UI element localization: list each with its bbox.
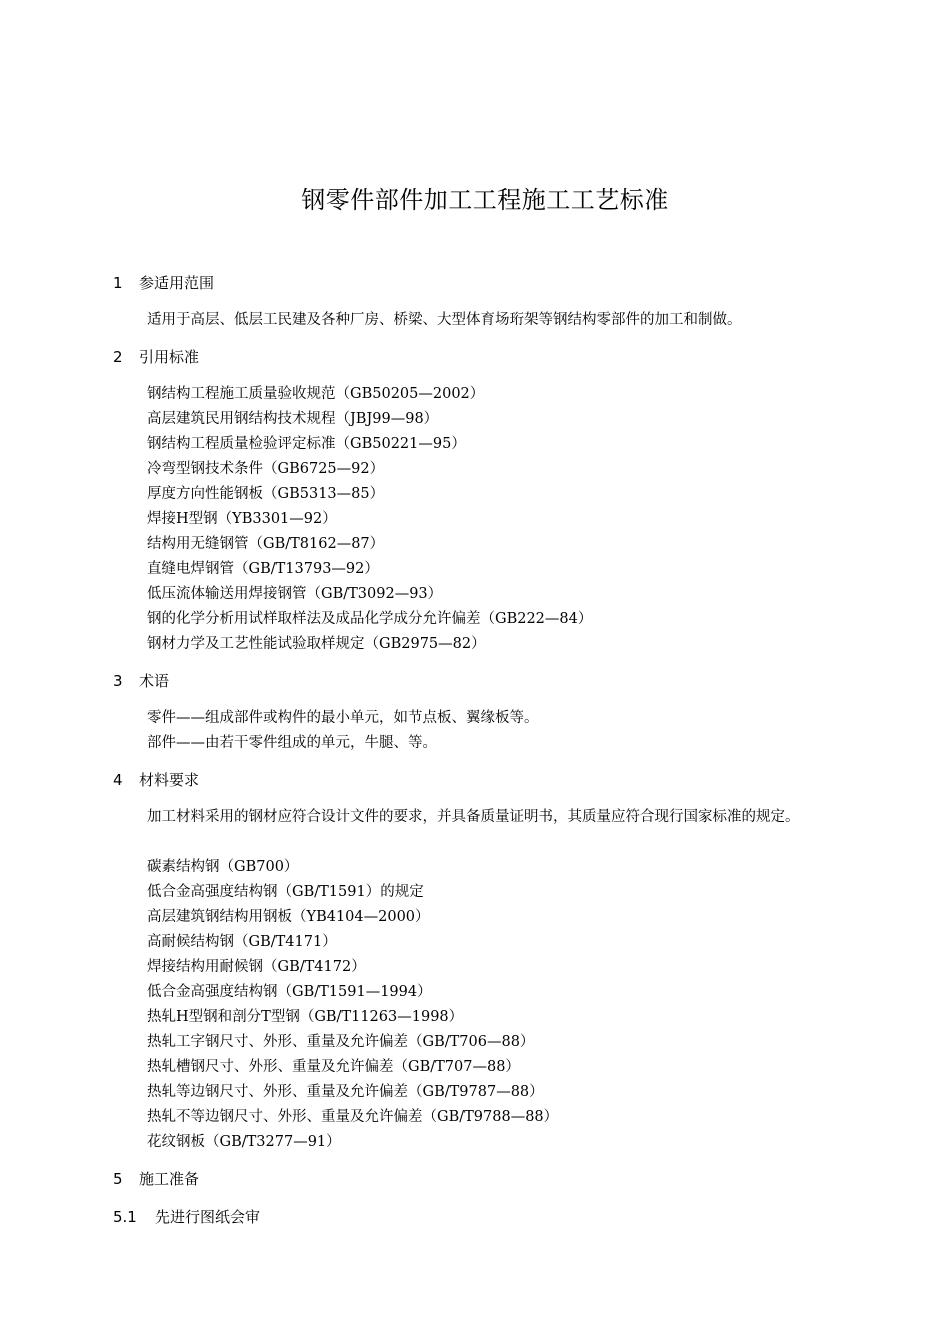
section-heading-5-1 [113, 1207, 260, 1227]
section-title: 先进行图纸会审 [155, 1208, 261, 1226]
section-heading-3 [113, 671, 169, 691]
list-item: 高层建筑钢结构用钢板（YB4104—2000） [147, 909, 430, 925]
section-number: 5 [113, 1170, 123, 1188]
list-item: 高耐候结构钢（GB/T4171） [147, 934, 337, 950]
list-item: 低压流体输送用焊接钢管（GB/T3092—93） [147, 586, 443, 602]
list-item: 直缝电焊钢管（GB/T13793—92） [147, 561, 379, 577]
list-item: 钢材力学及工艺性能试验取样规定（GB2975—82） [147, 636, 486, 652]
section-number: 5.1 [113, 1208, 137, 1226]
text-line: 适用于高层、低层工民建及各种厂房、桥梁、大型体育场珩架等钢结构零部件的加工和制做。 [147, 312, 742, 328]
list-item: 部件——由若干零件组成的单元，牛腿、等。 [147, 735, 437, 751]
list-item: 结构用无缝钢管（GB/T8162—87） [147, 536, 385, 552]
section-number: 3 [113, 672, 123, 690]
list-item: 钢结构工程施工质量验收规范（GB50205—2002） [147, 386, 485, 402]
list-item: 冷弯型钢技术条件（GB6725—92） [147, 461, 385, 477]
list-item: 热轧槽钢尺寸、外形、重量及允许偏差（GB/T707—88） [147, 1059, 520, 1075]
section-heading-2 [113, 347, 199, 367]
section-number: 2 [113, 348, 123, 366]
section-title: 材料要求 [139, 771, 200, 789]
list-item: 焊接H型钢（YB3301—92） [147, 511, 337, 527]
list-item: 厚度方向性能钢板（GB5313—85） [147, 486, 385, 502]
list-item: 零件——组成部件或构件的最小单元，如节点板、翼缘板等。 [147, 710, 539, 726]
section-heading-1 [113, 273, 214, 293]
section-number: 1 [113, 274, 123, 292]
section-title: 引用标准 [139, 348, 200, 366]
list-item: 低合金高强度结构钢（GB/T1591—1994） [147, 984, 432, 1000]
list-item: 焊接结构用耐候钢（GB/T4172） [147, 959, 366, 975]
materials-paragraph: 加工材料采用的钢材应符合设计文件的要求，并具备质量证明书，其质量应符合现行国家标准的规定。 [147, 809, 800, 825]
list-item: 热轧不等边钢尺寸、外形、重量及允许偏差（GB/T9788—88） [147, 1109, 559, 1125]
materials-list [147, 855, 558, 1155]
terms-list [147, 706, 539, 756]
list-item: 高层建筑民用钢结构技术规程（JBJ99—98） [147, 411, 439, 427]
section-title: 术语 [139, 672, 170, 690]
document-title: 钢零件部件加工工程施工工艺标准 [301, 186, 669, 214]
section-1-body [147, 308, 742, 333]
list-item: 花纹钢板（GB/T3277—91） [147, 1134, 341, 1150]
section-heading-5 [113, 1169, 199, 1189]
standards-list [147, 382, 592, 657]
list-item: 热轧H型钢和剖分T型钢（GB/T11263—1998） [147, 1009, 464, 1025]
list-item: 碳素结构钢（GB700） [147, 859, 299, 875]
section-title: 施工准备 [139, 1170, 200, 1188]
list-item: 热轧工字钢尺寸、外形、重量及允许偏差（GB/T706—88） [147, 1034, 535, 1050]
list-item: 低合金高强度结构钢（GB/T1591）的规定 [147, 884, 424, 900]
section-title: 参适用范围 [139, 274, 215, 292]
list-item: 热轧等边钢尺寸、外形、重量及允许偏差（GB/T9787—88） [147, 1084, 544, 1100]
section-heading-4 [113, 770, 199, 790]
section-number: 4 [113, 771, 123, 789]
list-item: 钢结构工程质量检验评定标准（GB50221—95） [147, 436, 466, 452]
list-item: 钢的化学分析用试样取样法及成品化学成分允许偏差（GB222—84） [147, 611, 593, 627]
